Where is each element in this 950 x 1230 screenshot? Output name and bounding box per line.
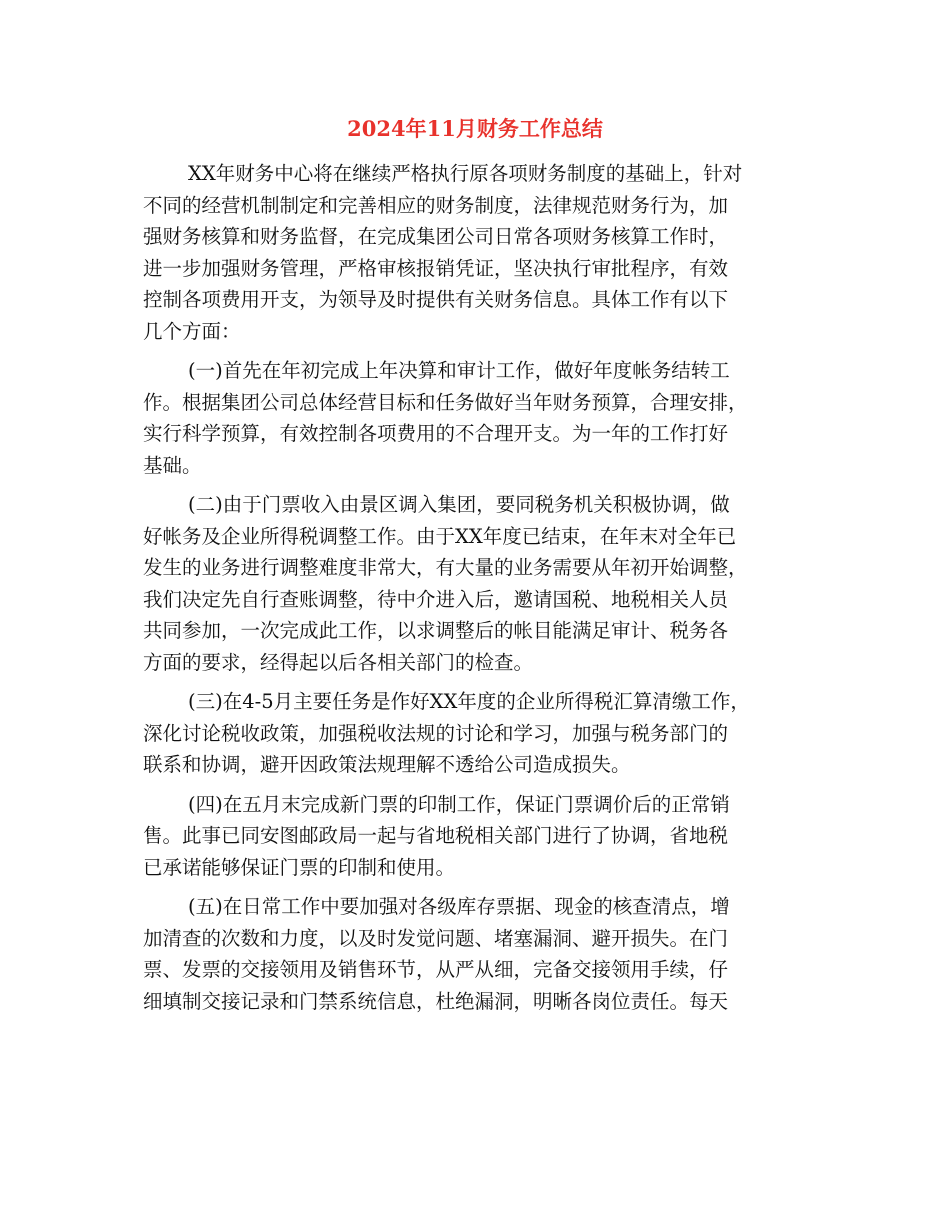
text-line: XX年财务中心将在继续严格执行原各项财务制度的基础上，针对 — [188, 162, 743, 185]
text-line: 已承诺能够保证门票的印制和使用。 — [143, 855, 456, 879]
text-line: 强财务核算和财务监督，在完成集团公司日常各项财务核算工作时， — [143, 225, 729, 248]
text-line: 控制各项费用开支，为领导及时提供有关财务信息。具体工作有以下 — [143, 288, 729, 311]
paragraph-item-5 — [143, 891, 805, 1017]
text-line: 进一步加强财务管理，严格审核报销凭证，坚决执行审批程序，有效 — [143, 256, 729, 280]
text-line: 作。根据集团公司总体经营目标和任务做好当年财务预算，合理安排， — [143, 390, 748, 414]
paragraph-intro — [143, 158, 805, 347]
text-line: 我们决定先自行查账调整，待中介进入后，邀请国税、地税相关人员 — [143, 587, 729, 611]
document-body — [143, 158, 805, 1017]
paragraph-item-3 — [143, 686, 805, 781]
text-line: 基础。 — [143, 453, 202, 477]
text-line: 发生的业务进行调整难度非常大，有大量的业务需要从年初开始调整， — [143, 556, 748, 579]
text-line: 不同的经营机制制定和完善相应的财务制度，法律规范财务行为，加 — [143, 193, 729, 217]
text-line: (三)在4-5月主要任务是作好XX年度的企业所得税汇算清缴工作， — [188, 690, 750, 713]
text-line: 票、发票的交接领用及销售环节，从严从细，完备交接领用手续，仔 — [143, 958, 729, 981]
text-line: 联系和协调，避开因政策法规理解不透给公司造成损失。 — [143, 753, 631, 776]
text-line: 好帐务及企业所得税调整工作。由于XX年度已结束，在年末对全年已 — [143, 524, 737, 548]
paragraph-item-2 — [143, 489, 805, 678]
document-title: 2024年11月财务工作总结 — [347, 116, 603, 141]
text-line: (五)在日常工作中要加强对各级库存票据、现金的核查清点，增 — [188, 895, 730, 918]
paragraph-item-4 — [143, 789, 805, 884]
text-line: 方面的要求，经得起以后各相关部门的检查。 — [143, 650, 534, 674]
text-line: 细填制交接记录和门禁系统信息，杜绝漏洞，明晰各岗位责任。每天 — [143, 989, 729, 1013]
text-line: 深化讨论税收政策，加强税收法规的讨论和学习，加强与税务部门的 — [143, 721, 729, 745]
text-line: 实行科学预算，有效控制各项费用的不合理开支。为一年的工作打好 — [143, 422, 729, 445]
text-line: 售。此事已同安图邮政局一起与省地税相关部门进行了协调，省地税 — [143, 824, 729, 847]
text-line: (一)首先在年初完成上年决算和审计工作，做好年度帐务结转工 — [188, 359, 730, 382]
text-line: 加清查的次数和力度，以及时发觉问题、堵塞漏洞、避开损失。在门 — [143, 926, 729, 950]
paragraph-item-1 — [143, 355, 805, 481]
text-line: (二)由于门票收入由景区调入集团，要同税务机关积极协调，做 — [188, 493, 730, 516]
text-line: (四)在五月末完成新门票的印制工作，保证门票调价后的正常销 — [188, 792, 730, 816]
text-line: 共同参加，一次完成此工作，以求调整后的帐目能满足审计、税务各 — [143, 619, 729, 642]
text-line: 几个方面： — [143, 319, 241, 343]
